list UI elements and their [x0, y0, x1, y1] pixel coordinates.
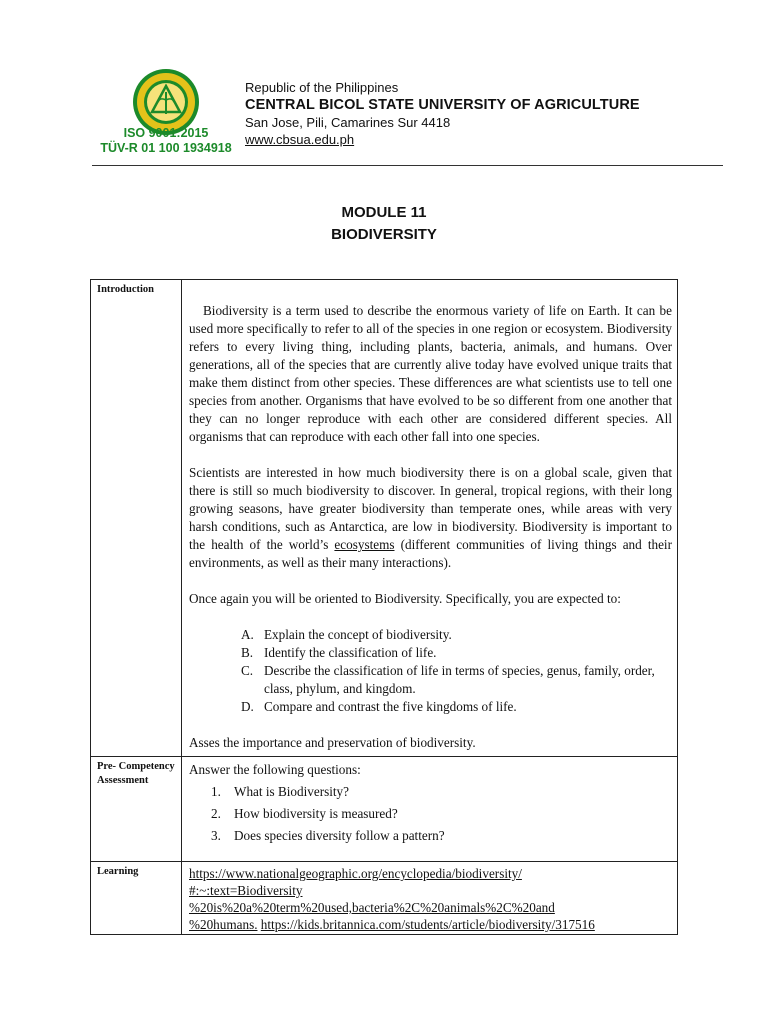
objectives-list — [189, 626, 672, 716]
document-header — [92, 68, 723, 164]
objective-text: Describe the classification of life in terms of species, genus, family, order, class, phylum, and kingdom. — [264, 663, 655, 696]
iso-certificate-number: TÜV-R 01 100 1934918 — [100, 141, 232, 155]
intro-paragraph-3: Once again you will be oriented to Biodiversity. Specifically, you are expected to: — [189, 591, 621, 606]
list-item — [241, 698, 672, 716]
list-marker: C. — [241, 663, 254, 678]
university-name: CENTRAL BICOL STATE UNIVERSITY OF AGRICULTURE — [245, 97, 640, 113]
university-address: San Jose, Pili, Camarines Sur 4418 — [245, 115, 451, 130]
ecosystems-link[interactable]: ecosystems — [334, 537, 395, 552]
header-divider — [92, 165, 723, 166]
britannica-link[interactable]: https://kids.britannica.com/students/article/biodiversity/317516 — [260, 917, 595, 932]
module-number: MODULE 11 — [341, 204, 427, 221]
question-text: Does species diversity follow a pattern? — [234, 828, 445, 843]
objective-text: Identify the classification of life. — [264, 645, 437, 660]
question-text: How biodiversity is measured? — [234, 806, 398, 821]
links-last-line — [189, 916, 672, 933]
list-marker: B. — [241, 645, 254, 660]
iso-certification — [92, 126, 240, 156]
objective-text: Explain the concept of biodiversity. — [264, 627, 452, 642]
pre-assessment-instruction: Answer the following questions: — [189, 762, 361, 777]
natgeo-link-line-1[interactable]: https://www.nationalgeographic.org/encyclopedia/biodiversity/ — [189, 866, 522, 881]
module-table — [90, 279, 678, 935]
list-marker: 2. — [211, 806, 221, 821]
list-marker: 3. — [211, 828, 221, 843]
intro-paragraph-2-start: Scientists are interested in how much biodiversity there is on a global scale, given that there is still so much biodiversity to discover. In general, tropical regions, with their long growing seasons, have greater biodiversity than temperate ones, while areas with very harsh conditions, such as Antarctica, are low in biodiversity. Biodiversity is important to the health of the world’s — [189, 465, 672, 552]
introduction-row — [91, 280, 678, 757]
list-item — [211, 825, 672, 847]
republic-line: Republic of the Philippines — [245, 80, 399, 95]
pre-assessment-row — [91, 757, 678, 862]
objective-text: Compare and contrast the five kingdoms of life. — [264, 699, 517, 714]
introduction-content — [182, 280, 678, 757]
intro-closing: Asses the importance and preservation of biodiversity. — [189, 735, 476, 750]
university-website-link[interactable]: www.cbsua.edu.ph — [245, 132, 355, 147]
list-marker: D. — [241, 699, 254, 714]
intro-paragraph-1: Biodiversity is a term used to describe the enormous variety of life on Earth. It can be used more specifically to refer to all of the species in one region or ecosystem. Biodiversity refers to every living thing, including plants, bacteria, animals, and humans. Over generations, all of the species that are currently alive today have evolved unique traits that make them distinct from other species. These differences are what scientists use to tell one species from another. Organisms that have evolved to be so different from one another that they can no longer reproduce with each other are considered different species. All organisms that can reproduce with each other fall into one species. — [189, 303, 672, 444]
learning-row — [91, 862, 678, 935]
list-item — [211, 781, 672, 803]
question-text: What is Biodiversity? — [234, 784, 350, 799]
iso-standard: ISO 9001:2015 — [123, 126, 209, 140]
list-item — [241, 644, 672, 662]
pre-assessment-content — [182, 757, 678, 862]
pre-assessment-label: Pre- Competency Assessment — [91, 757, 182, 862]
list-item — [241, 662, 672, 698]
natgeo-link-line-2[interactable]: #:~:text=Biodiversity — [189, 883, 303, 898]
list-marker: 1. — [211, 784, 221, 799]
learning-content — [182, 862, 678, 935]
intro-paragraph-2 — [189, 464, 672, 572]
learning-label: Learning — [91, 862, 182, 935]
questions-list — [189, 781, 672, 847]
introduction-label: Introduction — [91, 280, 182, 757]
intro-paragraph-2-end: (different communities of living things and their environments, as well as their many interactions). — [189, 537, 672, 570]
module-topic: BIODIVERSITY — [331, 226, 437, 243]
natgeo-link-line-4[interactable]: %20humans. — [189, 917, 258, 932]
list-item — [211, 803, 672, 825]
list-marker: A. — [241, 627, 254, 642]
natgeo-link-line-3[interactable]: %20is%20a%20term%20used,bacteria%2C%20animals%2C%20and — [189, 900, 555, 915]
list-item — [241, 626, 672, 644]
university-info — [245, 79, 640, 148]
